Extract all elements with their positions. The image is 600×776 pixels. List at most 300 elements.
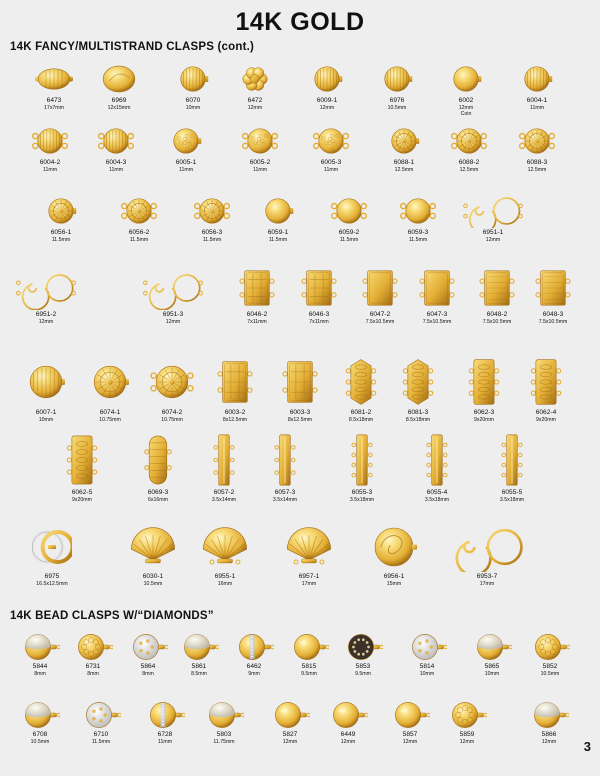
product-item [388,356,448,423]
clasp-image [475,266,519,310]
product-item [467,266,527,325]
clasp-image [32,62,76,96]
product-size: 9x20mm [474,416,494,423]
clasp-image [171,62,215,96]
clasp-image [515,62,559,96]
product-size: 11.5mm [91,738,111,745]
product-code: 6004-2 [39,159,61,166]
clasp-image [235,266,279,310]
clasp-image [233,62,277,96]
product-size: 9.5mm [355,670,371,677]
product-code: 6728 [157,731,173,738]
product-item [31,194,91,243]
catalog-row [0,266,600,325]
product-code: 6004-3 [105,159,127,166]
product-item [301,124,361,173]
product-code: 6048-3 [542,311,564,318]
clasp-image [145,700,185,730]
product-code: 6070 [185,97,201,104]
clasp-image [396,356,440,408]
product-item [63,632,123,677]
product-item [332,432,392,503]
product-item [374,124,434,173]
product-item [230,124,290,173]
product-size: 12mm [458,104,474,111]
product-item [279,632,339,677]
product-code: 6055-3 [351,489,373,496]
product-size: 16.5x12.5mm [36,580,68,587]
product-code: 6005-2 [249,159,271,166]
page-title: 14K GOLD [235,8,365,36]
catalog-row [0,62,600,117]
product-size: 17mm [301,580,317,587]
product-item [225,62,285,111]
clasp-image [382,124,426,158]
product-item [482,432,542,503]
clasp-image [73,632,113,662]
product-size: 8mm [87,670,99,677]
product-code: 5857 [402,731,418,738]
product-size: 6x16mm [148,496,168,503]
product-size: 12.5mm [459,166,479,173]
product-item [16,356,76,423]
product-item [462,632,522,677]
product-size: 11mm [42,166,58,173]
product-item [86,124,146,173]
product-item [388,194,448,243]
product-size: 12mm [340,738,356,745]
clasp-image [128,632,168,662]
clasp-image [136,432,180,488]
product-item [195,522,255,587]
product-item [205,356,265,423]
product-code: 6047-2 [369,311,391,318]
product-item [350,266,410,325]
product-item [71,700,131,745]
clasp-image [60,432,104,488]
product-code: 5814 [419,663,435,670]
product-note: Coin [460,110,472,117]
clasp-image [396,194,440,228]
product-code: 6055-5 [501,489,523,496]
product-item [297,62,357,111]
clasp-image [297,266,341,310]
product-size: 8mm [34,670,46,677]
product-item [516,356,576,423]
clasp-image [462,356,506,408]
product-size: 7.5x10.5mm [482,318,512,325]
product-item [89,62,149,111]
product-item [109,194,169,243]
product-code: 5803 [216,731,232,738]
product-code: 5866 [541,731,557,738]
catalog-row [0,356,600,423]
product-size: 11.5mm [339,236,359,243]
clasp-image [490,432,534,488]
clasp-image [202,432,246,488]
product-size: 17mm [479,580,495,587]
product-code: 6056-2 [128,229,150,236]
product-size: 8x12.5mm [222,416,248,423]
product-code: 5844 [32,663,48,670]
product-size: 12mm [485,236,501,243]
product-item [318,700,378,745]
product-size: 17x7mm [44,104,64,111]
product-size: 11mm [108,166,124,173]
product-size: 15mm [386,580,402,587]
product-code: 6951-2 [35,311,57,318]
product-item [16,266,76,325]
product-code: 5859 [459,731,475,738]
catalog-row [0,124,600,173]
product-code: 6055-4 [426,489,448,496]
product-size: 11mm [252,166,268,173]
clasp-image [234,632,274,662]
clasp-image [367,522,421,572]
clasp-image [415,432,459,488]
clasp-image [343,632,383,662]
clasp-image [20,632,60,662]
product-code: 6956-1 [383,573,405,580]
product-code: 6059-1 [267,229,289,236]
product-size: 10.75mm [161,416,183,423]
clasp-image [88,356,132,408]
product-item [270,356,330,423]
product-item [260,700,320,745]
clasp-image [282,522,336,572]
product-code: 6048-2 [486,311,508,318]
product-size: 7x11mm [247,318,267,325]
section-title-bead-clasps: 14K BEAD CLASPS W/“DIAMONDS” [10,610,214,622]
clasp-image [150,356,194,408]
product-size: 12mm [541,738,557,745]
product-size: 7.5x10.5mm [365,318,395,325]
product-code: 6062-5 [71,489,93,496]
clasp-image [415,266,459,310]
product-code: 6953-7 [476,573,498,580]
product-code: 6081-3 [407,409,429,416]
product-item [156,124,216,173]
product-code: 6007-1 [35,409,57,416]
product-item [22,522,82,587]
clasp-image [390,700,430,730]
product-code: 6030-1 [142,573,164,580]
product-size: 7x11mm [309,318,329,325]
catalog-row [0,522,600,587]
product-code: 6710 [93,731,109,738]
product-item [143,266,203,325]
product-code: 6046-2 [246,311,268,318]
product-item [463,194,523,243]
product-size: 9mm [248,670,260,677]
clasp-image [39,194,83,228]
clasp-image [407,632,447,662]
product-code: 5815 [301,663,317,670]
clasp-image [339,356,383,408]
clasp-image [447,522,527,572]
product-item [397,632,457,677]
product-size: 12mm [402,738,418,745]
product-code: 6059-3 [407,229,429,236]
product-item [135,700,195,745]
product-item [279,522,339,587]
product-size: 12.5mm [527,166,547,173]
product-code: 6951-1 [482,229,504,236]
product-item [24,62,84,111]
clasp-image [20,700,60,730]
product-code: 6004-1 [526,97,548,104]
product-size: 12mm [282,738,298,745]
product-size: 11mm [178,166,194,173]
product-code: 6081-2 [350,409,372,416]
product-size: 11.75mm [213,738,235,745]
product-size: 8mm [142,670,154,677]
product-code: 6056-3 [201,229,223,236]
product-code: 5852 [542,663,558,670]
product-code: 5861 [191,663,207,670]
product-item [224,632,284,677]
product-size: 9x20mm [72,496,92,503]
product-size: 11.5mm [268,236,288,243]
product-item [523,266,583,325]
product-code: 6002 [458,97,474,104]
product-size: 10.5mm [30,738,50,745]
product-code: 6056-1 [50,229,72,236]
product-size: 11mm [157,738,173,745]
product-code: 5864 [140,663,156,670]
product-code: 5827 [282,731,298,738]
product-size: 12mm [319,104,335,111]
clasp-image [444,62,488,96]
clasp-image [278,356,322,408]
product-size: 11.5mm [51,236,71,243]
product-item [437,700,497,745]
clasp-image [305,62,349,96]
clasp-image [289,632,329,662]
clasp-image [164,124,208,158]
product-code: 5853 [355,663,371,670]
clasp-image [213,356,257,408]
product-size: 10mm [419,670,435,677]
product-item [194,700,254,745]
product-item [182,194,242,243]
product-item [169,632,229,677]
clasp-image [515,124,559,158]
product-item [255,432,315,503]
product-item [163,62,223,111]
clasp-image [263,432,307,488]
product-code: 6074-2 [161,409,183,416]
product-size: 10mm [185,104,201,111]
product-item [333,632,393,677]
clasp-image [198,522,252,572]
product-size: 8.5x18mm [348,416,374,423]
clasp-image [94,124,138,158]
product-item [380,700,440,745]
product-code: 6976 [389,97,405,104]
product-size: 12x15mm [107,104,131,111]
product-item [319,194,379,243]
clasp-image [126,522,180,572]
product-code: 6047-3 [426,311,448,318]
product-size: 11mm [323,166,339,173]
clasp-image [375,62,419,96]
product-item [80,356,140,423]
product-code: 6472 [247,97,263,104]
product-item [519,700,579,745]
product-code: 6003-2 [224,409,246,416]
product-size: 10.75mm [99,416,121,423]
product-size: 10.5mm [143,580,163,587]
product-code: 6046-3 [308,311,330,318]
product-size: 11.5mm [129,236,149,243]
product-size: 12mm [165,318,181,325]
catalog-row [0,194,600,243]
catalog-row [0,700,600,745]
product-item [367,62,427,111]
clasp-image [358,266,402,310]
product-item [248,194,308,243]
product-code: 6708 [32,731,48,738]
product-item [507,124,567,173]
product-size: 8.5mm [191,670,207,677]
product-code: 6003-3 [289,409,311,416]
product-code: 6057-2 [213,489,235,496]
product-code: 6088-3 [526,159,548,166]
product-item [520,632,580,677]
product-code: 6088-1 [393,159,415,166]
product-item [10,700,70,745]
clasp-image [15,266,77,310]
product-code: 6069-3 [147,489,169,496]
clasp-image [28,124,72,158]
clasp-image [524,356,568,408]
product-item [123,522,183,587]
product-code: 6059-2 [338,229,360,236]
product-item [10,632,70,677]
product-code: 6009-1 [316,97,338,104]
clasp-image [32,522,72,572]
product-size: 12mm [38,318,54,325]
clasp-image [447,700,487,730]
product-size: 10.5mm [540,670,560,677]
product-size: 10mm [38,416,54,423]
product-code: 6955-1 [214,573,236,580]
section-title-fancy-multistrand: 14K FANCY/MULTISTRAND CLASPS (cont.) [10,41,255,53]
clasp-image [24,356,68,408]
product-code: 6449 [340,731,356,738]
product-item [454,356,514,423]
product-size: 3.5x14mm [211,496,237,503]
product-size: 8x12.5mm [287,416,313,423]
clasp-image [529,700,569,730]
product-code: 6005-3 [320,159,342,166]
product-item [289,266,349,325]
product-size: 11mm [529,104,545,111]
clasp-image [309,124,353,158]
clasp-image [117,194,161,228]
product-size: 10mm [484,670,500,677]
product-size: 12mm [459,738,475,745]
clasp-image [328,700,368,730]
product-code: 6731 [85,663,101,670]
product-size: 11.5mm [202,236,222,243]
clasp-image [327,194,371,228]
product-code: 6957-1 [298,573,320,580]
product-item [227,266,287,325]
product-size: 3.5x18mm [499,496,525,503]
product-code: 6005-1 [175,159,197,166]
product-size: 7.5x10.5mm [422,318,452,325]
clasp-image [204,700,244,730]
clasp-image [238,124,282,158]
clasp-image [270,700,310,730]
clasp-image [142,266,204,310]
product-item [52,432,112,503]
product-code: 6951-3 [162,311,184,318]
product-code: 6062-3 [473,409,495,416]
clasp-image [447,124,491,158]
product-code: 6473 [46,97,62,104]
product-item [436,62,496,117]
clasp-image [340,432,384,488]
product-size: 3.5x18mm [424,496,450,503]
product-code: 5865 [484,663,500,670]
product-size: 12.5mm [394,166,414,173]
product-item [20,124,80,173]
clasp-image [179,632,219,662]
product-code: 6975 [44,573,60,580]
clasp-image [256,194,300,228]
product-size: 3.5x14mm [272,496,298,503]
product-item [439,124,499,173]
product-item [142,356,202,423]
clasp-image [530,632,570,662]
product-size: 11.5mm [408,236,428,243]
product-size: 8.5x18mm [405,416,431,423]
product-code: 6062-4 [535,409,557,416]
clasp-image [472,632,512,662]
product-item [331,356,391,423]
product-item [507,62,567,111]
product-item [194,432,254,503]
product-size: 9.5mm [301,670,317,677]
product-size: 7.5x10.5mm [538,318,568,325]
product-code: 6088-2 [458,159,480,166]
clasp-image [462,194,524,228]
clasp-image [531,266,575,310]
product-size: 9x20mm [536,416,556,423]
product-item [407,266,467,325]
page-number: 3 [583,739,591,754]
product-code: 6462 [246,663,262,670]
product-size: 16mm [217,580,233,587]
product-item [364,522,424,587]
clasp-image [97,62,141,96]
product-code: 6057-3 [274,489,296,496]
product-size: 12mm [247,104,263,111]
product-item [457,522,517,587]
product-size: 10.5mm [387,104,407,111]
catalog-row [0,632,600,677]
clasp-image [190,194,234,228]
product-item [128,432,188,503]
product-code: 6074-1 [99,409,121,416]
product-item [407,432,467,503]
product-code: 6969 [111,97,127,104]
clasp-image [81,700,121,730]
product-size: 3.5x18mm [349,496,375,503]
